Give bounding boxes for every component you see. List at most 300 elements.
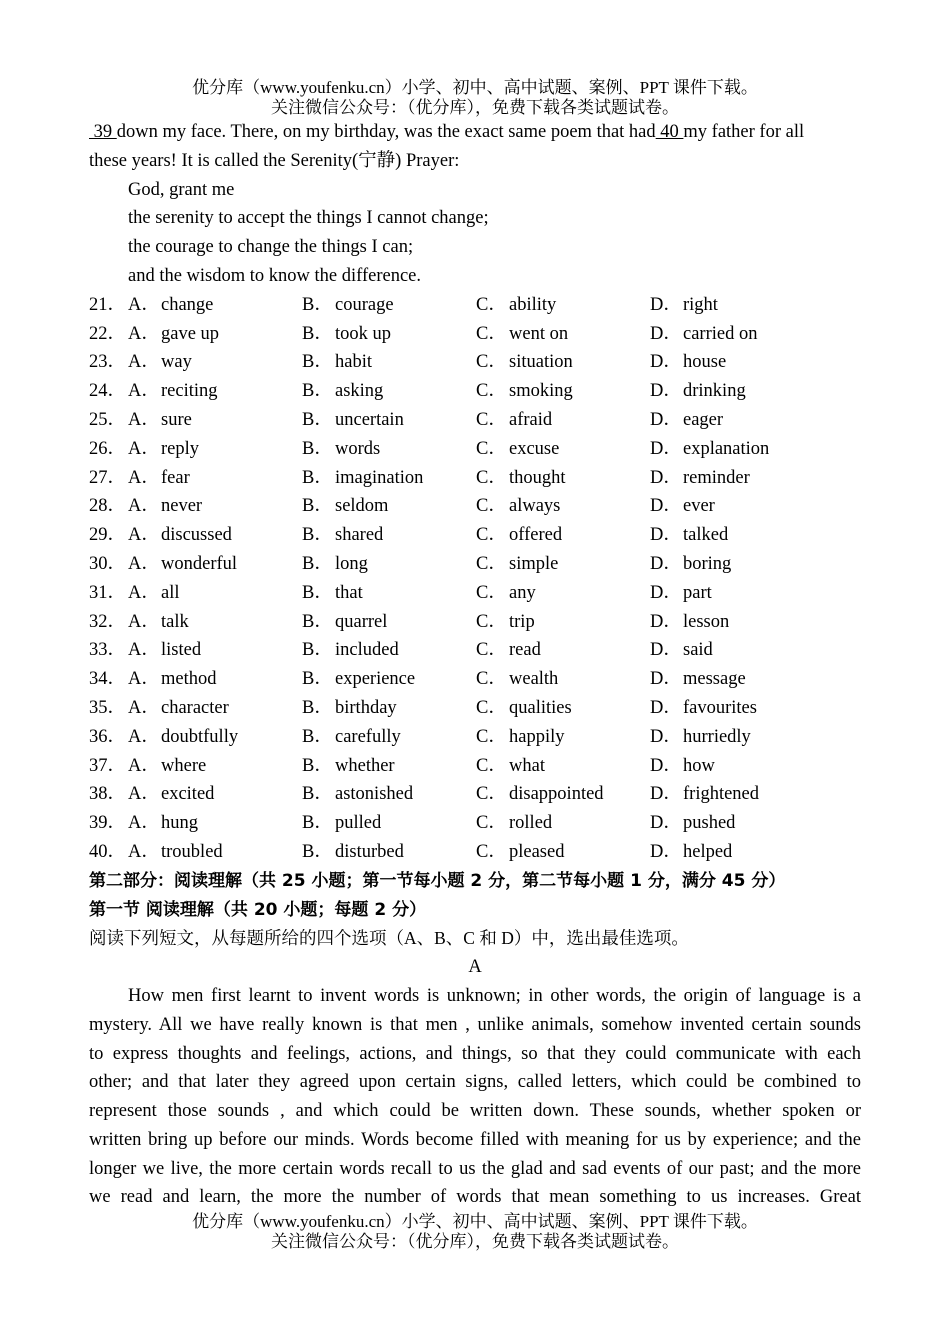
option-c: [476, 464, 650, 493]
option-text: drinking: [683, 381, 746, 402]
option-text: always: [509, 496, 561, 517]
question-row: [89, 752, 861, 781]
question-number: 30．: [89, 553, 127, 574]
option-letter: A．: [128, 726, 160, 747]
option-a: [89, 838, 302, 867]
option-text: all: [161, 582, 180, 603]
option-text: what: [509, 755, 545, 776]
option-letter: D．: [650, 323, 682, 344]
option-letter: C．: [476, 784, 507, 805]
option-letter: B．: [302, 784, 333, 805]
option-letter: C．: [476, 381, 507, 402]
option-letter: D．: [650, 841, 682, 862]
option-text: boring: [683, 553, 732, 574]
option-b: [302, 579, 476, 608]
option-d: [650, 521, 728, 550]
option-text: disturbed: [335, 841, 404, 862]
option-letter: B．: [302, 697, 333, 718]
option-text: way: [161, 352, 192, 373]
option-letter: A．: [128, 381, 160, 402]
option-text: eager: [683, 409, 724, 430]
passage-text-line: represent those sounds , and which could be written down. These sounds, whether spoken or: [89, 1101, 861, 1122]
option-text: trip: [509, 611, 535, 632]
option-text: seldom: [335, 496, 389, 517]
footer-line-1: 优分库（www.youfenku.cn）小学、初中、高中试题、案例、PPT 课件下载。: [192, 1212, 758, 1231]
question-number: 36．: [89, 726, 127, 747]
option-text: ability: [509, 294, 557, 315]
option-letter: D．: [650, 496, 682, 517]
option-text: asking: [335, 381, 384, 402]
option-letter: A．: [128, 669, 160, 690]
option-letter: A．: [128, 553, 160, 574]
option-text: character: [161, 697, 229, 718]
option-letter: B．: [302, 755, 333, 776]
option-a: [89, 521, 302, 550]
option-c: [476, 521, 650, 550]
option-c: [476, 780, 650, 809]
option-d: [650, 838, 732, 867]
option-a: [89, 636, 302, 665]
option-b: [302, 492, 476, 521]
option-text: pulled: [335, 813, 382, 834]
option-letter: D．: [650, 381, 682, 402]
option-b: [302, 377, 476, 406]
option-text: carried on: [683, 323, 758, 344]
option-letter: A．: [128, 409, 160, 430]
option-b: [302, 780, 476, 809]
option-letter: D．: [650, 352, 682, 373]
option-text: that: [335, 582, 363, 603]
option-letter: D．: [650, 409, 682, 430]
passage-text-line: mystery. All we have really known is that men , unlike animals, somehow invented certain sounds: [89, 1014, 861, 1035]
question-row: [89, 550, 861, 579]
question-number: 34．: [89, 669, 127, 690]
option-text: carefully: [335, 726, 401, 747]
option-d: [650, 377, 746, 406]
option-text: sure: [161, 409, 192, 430]
option-text: favourites: [683, 697, 757, 718]
passage-segment: down my face. There, on my birthday, was the exact same poem that had: [116, 122, 656, 142]
option-letter: C．: [476, 323, 507, 344]
option-letter: D．: [650, 525, 682, 546]
option-letter: A．: [128, 784, 160, 805]
question-number: 26．: [89, 438, 127, 459]
option-a: [89, 435, 302, 464]
question-row: [89, 291, 861, 320]
option-b: [302, 464, 476, 493]
option-text: situation: [509, 352, 573, 373]
option-b: [302, 291, 476, 320]
option-a: [89, 320, 302, 349]
option-text: took up: [335, 323, 392, 344]
question-row: [89, 435, 861, 464]
option-d: [650, 579, 712, 608]
option-letter: D．: [650, 611, 682, 632]
option-text: part: [683, 582, 712, 603]
option-text: reciting: [161, 381, 218, 402]
question-row: [89, 320, 861, 349]
question-row: [89, 694, 861, 723]
option-text: courage: [335, 294, 394, 315]
option-text: disappointed: [509, 784, 604, 805]
option-letter: C．: [476, 496, 507, 517]
option-letter: A．: [128, 813, 160, 834]
option-text: excuse: [509, 438, 560, 459]
passage-text-line: we read and learn, the more the number of words that mean something to us increases. Great: [89, 1187, 861, 1208]
option-text: hung: [161, 813, 198, 834]
question-number: 38．: [89, 784, 127, 805]
option-letter: C．: [476, 409, 507, 430]
option-text: offered: [509, 525, 563, 546]
question-row: [89, 348, 861, 377]
question-number: 40．: [89, 841, 127, 862]
option-text: frightened: [683, 784, 760, 805]
poem-line: and the wisdom to know the difference.: [128, 265, 422, 286]
option-a: [89, 492, 302, 521]
option-a: [89, 694, 302, 723]
option-b: [302, 608, 476, 637]
question-row: [89, 492, 861, 521]
option-letter: C．: [476, 294, 507, 315]
option-letter: C．: [476, 669, 507, 690]
option-b: [302, 752, 476, 781]
option-text: lesson: [683, 611, 730, 632]
option-letter: D．: [650, 726, 682, 747]
question-row: [89, 723, 861, 752]
option-text: whether: [335, 755, 395, 776]
option-letter: D．: [650, 553, 682, 574]
option-letter: C．: [476, 640, 507, 661]
option-c: [476, 636, 650, 665]
option-letter: C．: [476, 525, 507, 546]
option-letter: D．: [650, 582, 682, 603]
option-letter: B．: [302, 813, 333, 834]
option-text: message: [683, 669, 746, 690]
page-content: [89, 118, 861, 1212]
passage-segment: my father for all: [683, 122, 805, 142]
option-letter: B．: [302, 553, 333, 574]
option-letter: C．: [476, 813, 507, 834]
option-text: quarrel: [335, 611, 388, 632]
option-a: [89, 550, 302, 579]
option-text: happily: [509, 726, 565, 747]
option-a: [89, 579, 302, 608]
option-letter: B．: [302, 640, 333, 661]
option-letter: C．: [476, 553, 507, 574]
option-letter: B．: [302, 352, 333, 373]
option-text: gave up: [161, 323, 220, 344]
option-text: any: [509, 582, 536, 603]
option-text: afraid: [509, 409, 553, 430]
question-number: 24．: [89, 381, 127, 402]
question-number: 35．: [89, 697, 127, 718]
option-c: [476, 492, 650, 521]
option-letter: D．: [650, 813, 682, 834]
option-letter: A．: [128, 640, 160, 661]
option-d: [650, 809, 735, 838]
option-d: [650, 550, 731, 579]
option-d: [650, 291, 718, 320]
option-c: [476, 752, 650, 781]
reading-passage: [89, 982, 861, 1212]
option-letter: B．: [302, 496, 333, 517]
option-d: [650, 348, 726, 377]
option-b: [302, 665, 476, 694]
question-row: [89, 406, 861, 435]
option-d: [650, 665, 746, 694]
option-c: [476, 665, 650, 694]
option-letter: B．: [302, 409, 333, 430]
header-line-2: 关注微信公众号：（优分库），免费下载各类试题试卷。: [271, 98, 679, 117]
passage-line-1: [89, 118, 861, 147]
footer-line-2: 关注微信公众号：（优分库），免费下载各类试题试卷。: [271, 1232, 679, 1251]
option-text: habit: [335, 352, 372, 373]
option-letter: A．: [128, 438, 160, 459]
option-letter: B．: [302, 841, 333, 862]
option-b: [302, 320, 476, 349]
option-text: read: [509, 640, 541, 661]
option-text: said: [683, 640, 713, 661]
option-text: discussed: [161, 525, 232, 546]
option-letter: C．: [476, 352, 507, 373]
passage-text-line: longer we live, the more certain words recall to us the glad and sad events of our past; and the more: [89, 1158, 861, 1179]
option-d: [650, 492, 715, 521]
question-row: [89, 665, 861, 694]
option-a: [89, 291, 302, 320]
option-a: [89, 406, 302, 435]
option-b: [302, 838, 476, 867]
option-letter: C．: [476, 582, 507, 603]
question-number: 22．: [89, 323, 127, 344]
option-text: long: [335, 553, 368, 574]
option-letter: D．: [650, 438, 682, 459]
option-b: [302, 809, 476, 838]
option-letter: D．: [650, 640, 682, 661]
page-header: [0, 78, 950, 118]
option-letter: A．: [128, 611, 160, 632]
option-c: [476, 291, 650, 320]
option-letter: C．: [476, 726, 507, 747]
question-number: 21．: [89, 294, 127, 315]
option-d: [650, 320, 757, 349]
question-number: 25．: [89, 409, 127, 430]
option-text: hurriedly: [683, 726, 751, 747]
option-text: words: [335, 438, 381, 459]
question-row: [89, 838, 861, 867]
blank-40: 40: [655, 122, 684, 142]
option-a: [89, 665, 302, 694]
question-row: [89, 579, 861, 608]
option-letter: C．: [476, 438, 507, 459]
option-d: [650, 752, 715, 781]
option-text: doubtfully: [161, 726, 239, 747]
option-text: right: [683, 294, 718, 315]
question-number: 28．: [89, 496, 127, 517]
option-letter: D．: [650, 697, 682, 718]
option-text: helped: [683, 841, 733, 862]
option-a: [89, 608, 302, 637]
option-d: [650, 780, 759, 809]
option-letter: C．: [476, 841, 507, 862]
passage-line-2: these years! It is called the Serenity(宁静) Prayer:: [89, 150, 460, 171]
option-d: [650, 723, 751, 752]
option-letter: A．: [128, 841, 160, 862]
option-c: [476, 550, 650, 579]
option-c: [476, 377, 650, 406]
option-letter: B．: [302, 726, 333, 747]
option-c: [476, 579, 650, 608]
option-a: [89, 348, 302, 377]
option-letter: D．: [650, 294, 682, 315]
poem-line: the serenity to accept the things I cannot change;: [128, 208, 489, 229]
option-text: reminder: [683, 467, 750, 488]
option-letter: C．: [476, 611, 507, 632]
option-letter: B．: [302, 582, 333, 603]
option-text: fear: [161, 467, 190, 488]
option-b: [302, 406, 476, 435]
option-c: [476, 320, 650, 349]
section1-heading: 第一节 阅读理解（共 20 小题；每题 2 分）: [89, 899, 427, 920]
option-c: [476, 838, 650, 867]
option-b: [302, 636, 476, 665]
option-letter: B．: [302, 467, 333, 488]
option-text: shared: [335, 525, 384, 546]
option-letter: A．: [128, 582, 160, 603]
question-list: [89, 291, 861, 867]
option-letter: B．: [302, 669, 333, 690]
option-text: never: [161, 496, 203, 517]
option-text: troubled: [161, 841, 223, 862]
header-line-1: 优分库（www.youfenku.cn）小学、初中、高中试题、案例、PPT 课件下载。: [192, 78, 758, 97]
passage-text-line: How men first learnt to invent words is unknown; in other words, the origin of language is a: [128, 985, 861, 1006]
option-text: how: [683, 755, 715, 776]
option-letter: B．: [302, 438, 333, 459]
option-a: [89, 752, 302, 781]
option-text: experience: [335, 669, 416, 690]
question-row: [89, 521, 861, 550]
option-text: pleased: [509, 841, 565, 862]
question-row: [89, 464, 861, 493]
option-text: explanation: [683, 438, 770, 459]
question-row: [89, 809, 861, 838]
option-text: wonderful: [161, 553, 238, 574]
option-letter: A．: [128, 525, 160, 546]
question-row: [89, 780, 861, 809]
option-c: [476, 608, 650, 637]
option-a: [89, 464, 302, 493]
option-letter: A．: [128, 697, 160, 718]
question-number: 23．: [89, 352, 127, 373]
option-text: pushed: [683, 813, 736, 834]
option-letter: A．: [128, 496, 160, 517]
option-letter: D．: [650, 755, 682, 776]
option-text: wealth: [509, 669, 559, 690]
option-d: [650, 464, 750, 493]
option-letter: A．: [128, 294, 160, 315]
question-number: 32．: [89, 611, 127, 632]
passage-text-line: to express thoughts and feelings, actions, and things, so that they could communicate with each: [89, 1043, 861, 1064]
question-number: 37．: [89, 755, 127, 776]
option-text: astonished: [335, 784, 414, 805]
option-c: [476, 809, 650, 838]
option-text: reply: [161, 438, 200, 459]
option-d: [650, 406, 723, 435]
option-c: [476, 406, 650, 435]
question-number: 39．: [89, 813, 127, 834]
option-b: [302, 521, 476, 550]
option-d: [650, 608, 729, 637]
option-c: [476, 435, 650, 464]
option-letter: A．: [128, 467, 160, 488]
page-footer: [0, 1212, 950, 1252]
poem-line: God, grant me: [128, 179, 235, 200]
option-text: talk: [161, 611, 189, 632]
option-text: listed: [161, 640, 202, 661]
option-c: [476, 348, 650, 377]
option-b: [302, 694, 476, 723]
option-text: smoking: [509, 381, 573, 402]
option-letter: A．: [128, 323, 160, 344]
question-number: 31．: [89, 582, 127, 603]
option-text: talked: [683, 525, 729, 546]
option-a: [89, 809, 302, 838]
option-letter: B．: [302, 294, 333, 315]
option-text: method: [161, 669, 217, 690]
option-letter: D．: [650, 669, 682, 690]
question-row: [89, 608, 861, 637]
option-a: [89, 723, 302, 752]
poem-line: the courage to change the things I can;: [128, 237, 414, 258]
option-letter: C．: [476, 755, 507, 776]
option-text: went on: [509, 323, 569, 344]
option-letter: B．: [302, 323, 333, 344]
option-b: [302, 435, 476, 464]
option-text: change: [161, 294, 214, 315]
option-b: [302, 550, 476, 579]
option-letter: A．: [128, 352, 160, 373]
option-d: [650, 435, 769, 464]
option-b: [302, 723, 476, 752]
question-row: [89, 636, 861, 665]
option-letter: C．: [476, 697, 507, 718]
passage-label: A: [468, 957, 482, 978]
option-a: [89, 780, 302, 809]
option-letter: A．: [128, 755, 160, 776]
option-text: house: [683, 352, 727, 373]
part2-heading: 第二部分：阅读理解（共 25 小题；第一节每小题 2 分，第二节每小题 1 分，满分 45 分）: [89, 870, 786, 891]
option-letter: B．: [302, 525, 333, 546]
option-c: [476, 694, 650, 723]
passage-text-line: written bring up before our minds. Words become filled with meaning for us by experience; and the: [89, 1129, 861, 1150]
option-a: [89, 377, 302, 406]
option-text: simple: [509, 553, 559, 574]
option-b: [302, 348, 476, 377]
question-row: [89, 377, 861, 406]
passage-text-line: other; and that later they agreed upon certain signs, called letters, which could be combined to: [89, 1072, 861, 1093]
option-text: rolled: [509, 813, 553, 834]
option-text: excited: [161, 784, 215, 805]
option-letter: B．: [302, 611, 333, 632]
option-text: birthday: [335, 697, 397, 718]
option-text: where: [161, 755, 207, 776]
instruction: 阅读下列短文，从每题所给的四个选项（A、B、C 和 D）中，选出最佳选项。: [89, 928, 689, 949]
blank-39: 39: [89, 122, 117, 142]
question-number: 29．: [89, 525, 127, 546]
option-d: [650, 694, 757, 723]
option-letter: D．: [650, 467, 682, 488]
option-text: ever: [683, 496, 715, 517]
option-c: [476, 723, 650, 752]
